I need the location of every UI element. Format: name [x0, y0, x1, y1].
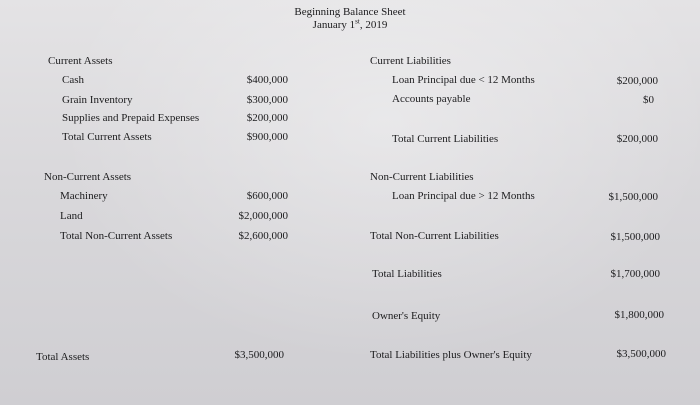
total-current-liabilities-label: Total Current Liabilities [392, 133, 499, 145]
supplies-label: Supplies and Prepaid Expenses [62, 112, 200, 124]
cash-value: $400,000 [246, 74, 288, 86]
total-noncurrent-assets-value: $2,600,000 [238, 230, 288, 242]
loan-principal-short-label: Loan Principal due < 12 Months [392, 74, 535, 86]
sheet-title: Beginning Balance Sheet [294, 6, 406, 18]
supplies-value: $200,000 [246, 112, 288, 124]
grain-inventory-value: $300,000 [246, 94, 288, 106]
machinery-label: Machinery [60, 190, 108, 202]
total-noncurrent-assets-label: Total Non-Current Assets [60, 230, 173, 242]
total-liabilities-value: $1,700,000 [610, 268, 660, 280]
land-value: $2,000,000 [238, 210, 288, 222]
loan-principal-long-value: $1,500,000 [608, 191, 658, 203]
total-assets-label: Total Assets [36, 351, 90, 363]
total-liabilities-equity-label: Total Liabilities plus Owner's Equity [370, 349, 532, 361]
loan-principal-long-label: Loan Principal due > 12 Months [392, 190, 535, 202]
sheet-date: January 1st, 2019 [312, 17, 388, 31]
total-liabilities-label: Total Liabilities [372, 268, 442, 280]
owners-equity-value: $1,800,000 [614, 309, 664, 321]
total-assets-value: $3,500,000 [234, 349, 284, 361]
accounts-payable-value: $0 [643, 94, 654, 106]
accounts-payable-label: Accounts payable [392, 93, 471, 105]
cash-label: Cash [62, 74, 84, 86]
noncurrent-liabilities-heading: Non-Current Liabilities [370, 171, 474, 183]
total-liabilities-equity-value: $3,500,000 [616, 348, 666, 360]
current-assets-heading: Current Assets [48, 55, 113, 67]
total-noncurrent-liabilities-value: $1,500,000 [610, 231, 660, 243]
total-current-assets-value: $900,000 [246, 131, 288, 143]
land-label: Land [60, 210, 83, 222]
loan-principal-short-value: $200,000 [616, 75, 658, 87]
grain-inventory-label: Grain Inventory [62, 94, 133, 106]
total-noncurrent-liabilities-label: Total Non-Current Liabilities [370, 230, 499, 242]
total-current-assets-label: Total Current Assets [62, 131, 152, 143]
machinery-value: $600,000 [246, 190, 288, 202]
total-current-liabilities-value: $200,000 [616, 133, 658, 145]
owners-equity-label: Owner's Equity [372, 310, 441, 322]
current-liabilities-heading: Current Liabilities [370, 55, 451, 67]
noncurrent-assets-heading: Non-Current Assets [44, 171, 132, 183]
